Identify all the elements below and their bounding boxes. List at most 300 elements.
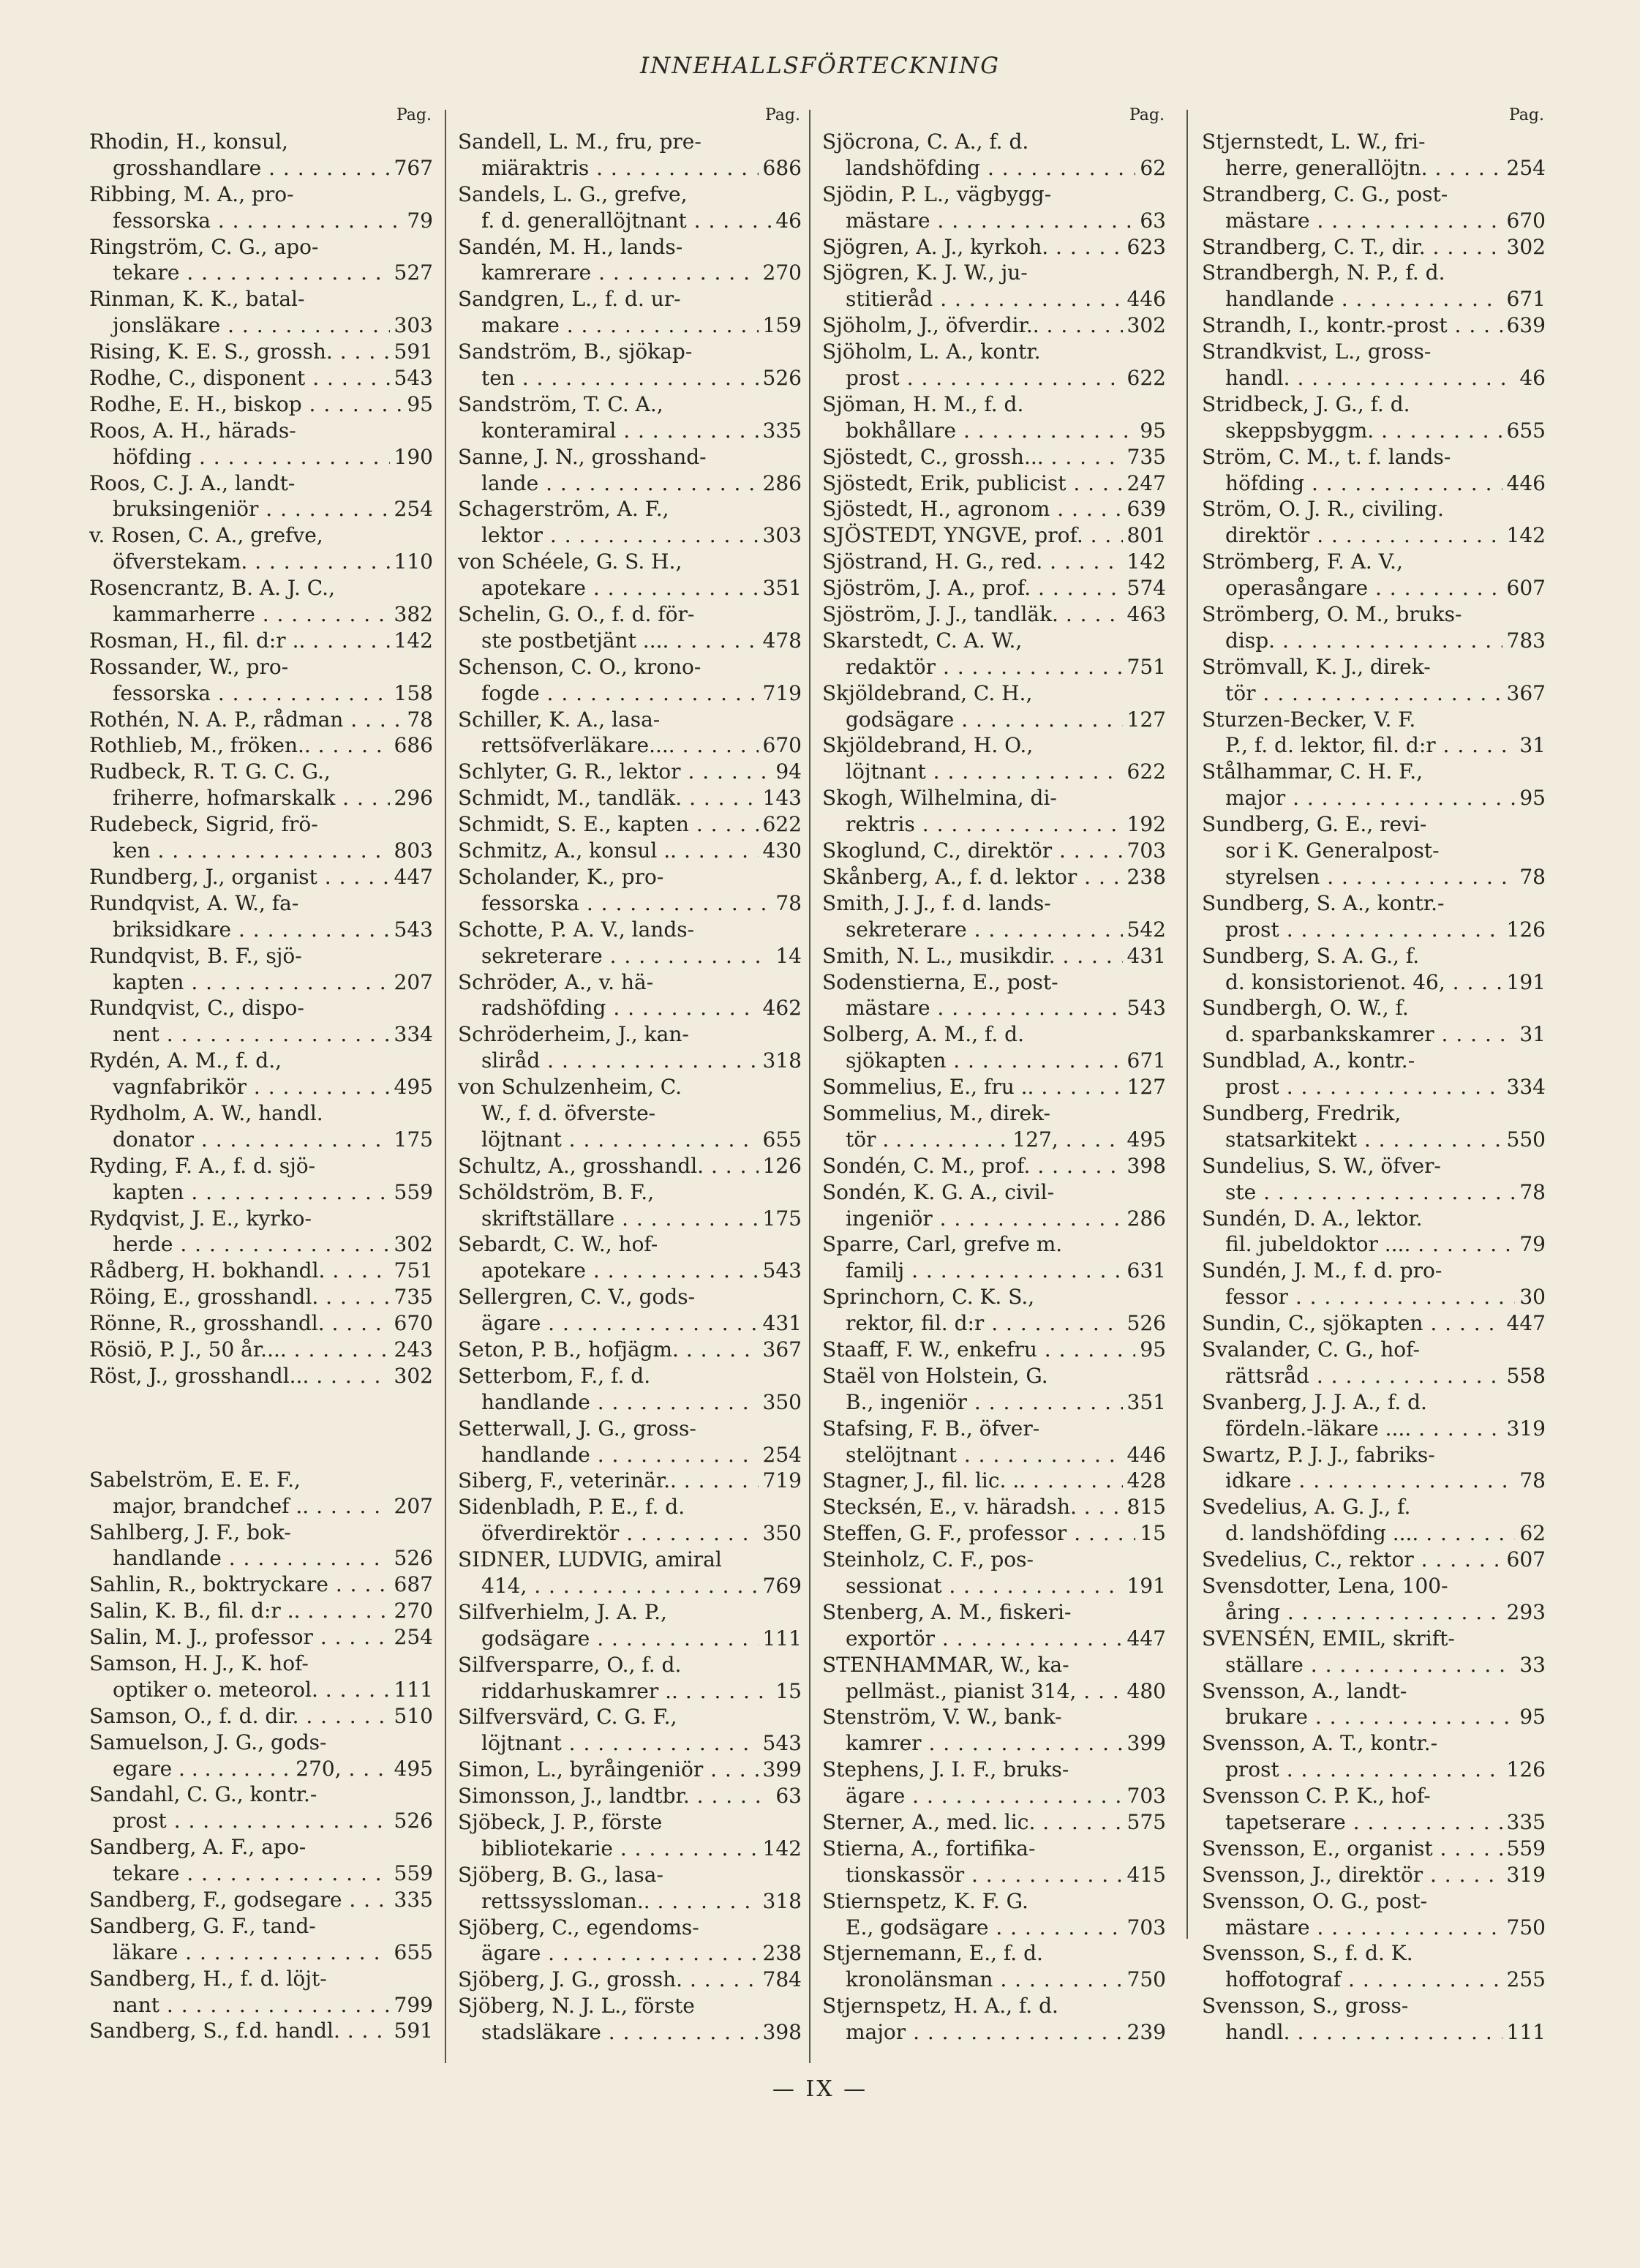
entry-page-number: 95 [1515,1704,1546,1730]
entry-continuation [458,1389,802,1416]
entry-text: sliråd . . . [481,1048,802,1073]
entry-continuation [822,1626,1166,1652]
entry-name [822,1153,1166,1179]
entry-name [822,601,1166,628]
entry-name [822,1468,1166,1494]
entry-page-number: 703 [1123,1783,1166,1809]
entry-text: nent . . . [113,1022,433,1046]
entry-text: Sjöberg, C., egendoms- [458,1915,699,1940]
index-entry [89,1363,433,1389]
entry-text: radshöfding . . . [481,996,802,1020]
index-entry [1202,890,1546,943]
entry-text: konteramiral . . . [481,418,802,443]
entry-page-number: 447 [390,864,433,890]
entry-page-number: 254 [1502,155,1546,181]
entry-name [458,601,802,628]
entry-name [458,811,802,838]
column-rule [445,110,446,2063]
entry-list [822,129,1166,2046]
entry-continuation [89,601,433,628]
entry-continuation [89,260,433,286]
entry-continuation [89,549,433,575]
entry-text: Svensson, E., organist . . . [1202,1836,1546,1860]
entry-page-number: 687 [390,1572,433,1598]
entry-name [458,654,802,680]
entry-continuation [458,628,802,654]
entry-name [89,365,433,391]
index-entry [822,1888,1166,1941]
entry-name [822,838,1166,864]
index-entry [1202,707,1546,759]
index-entry [822,732,1166,785]
entry-text: Rising, K. E. S., grossh. . . . [89,339,433,364]
index-entry [822,601,1166,628]
entry-continuation [89,1231,433,1258]
entry-page-number: 769 [759,1573,802,1599]
index-entry [1202,496,1546,549]
entry-text: mästare . . . [846,996,1166,1020]
index-entry [89,811,433,864]
entry-list [1202,129,1546,2046]
entry-text: mästare . . . [1225,209,1546,233]
entry-page-number: 703 [1123,1915,1166,1941]
index-column-1 [89,102,433,2044]
entry-continuation [1202,732,1546,759]
entry-name [822,312,1166,339]
entry-name [458,1074,802,1100]
entry-continuation [1202,969,1546,996]
entry-continuation [89,969,433,996]
entry-page-number: 175 [390,1127,433,1153]
entry-text: Sjöberg, N. J. L., förste [458,1994,695,2019]
entry-name [89,1467,433,1493]
entry-page-number: 510 [390,1703,433,1730]
index-entry [822,1599,1166,1652]
entry-name [822,1757,1166,1783]
entry-text: rettssyssloman.. . . . [481,1889,802,1913]
entry-name [458,1153,802,1179]
index-column-3 [822,102,1166,2046]
entry-page-number: 575 [1123,1809,1166,1836]
entry-text: Sandels, L. G., grefve, [458,181,688,206]
entry-text: Rundberg, J., organist . . . [89,865,433,889]
index-entry [458,811,802,838]
index-entry [89,1598,433,1624]
index-entry [822,1520,1166,1547]
index-entry [1202,1337,1546,1389]
entry-name [458,1783,802,1809]
entry-text: hoffotograf . . . [1225,1967,1546,1991]
entry-text: prost . . . [1225,917,1546,942]
index-entry [89,1624,433,1651]
index-entry [822,1231,1166,1284]
entry-text: familj . . . [846,1258,1166,1283]
entry-name [822,1599,1166,1626]
entry-text: Sandberg, S., f.d. handl. . . . [89,2019,433,2043]
entry-name [1202,1626,1546,1652]
index-entry [1202,943,1546,996]
entry-text: kammarherre . . . [113,602,433,626]
entry-name [458,1599,802,1626]
entry-text: operasångare . . . [1225,576,1546,600]
entry-name [822,1179,1166,1206]
entry-name [89,1913,433,1940]
entry-page-number: 207 [390,969,433,996]
entry-name [458,707,802,733]
entry-text: Rosman, H., fil. d:r .. . . . [89,628,433,653]
entry-page-number: 543 [390,365,433,391]
entry-continuation [822,917,1166,943]
entry-text: kronolänsman . . . [846,1967,1166,1991]
entry-continuation [89,917,433,943]
entry-name [822,339,1166,365]
entry-continuation [822,1389,1166,1416]
entry-text: Silfversvärd, C. G. F., [458,1705,677,1730]
index-entry [822,522,1166,549]
entry-text: öfverstekam. . . . [113,549,433,574]
entry-text: Sjöbeck, J. P., förste [458,1810,663,1834]
index-entry [822,1363,1166,1416]
entry-text: miäraktris . . . [481,156,802,180]
entry-page-number: 542 [1123,917,1166,943]
index-entry [458,339,802,391]
index-entry [458,1494,802,1547]
entry-page-number: 79 [1515,1231,1546,1258]
entry-name [458,1993,802,2019]
entry-continuation [1202,917,1546,943]
entry-page-number: 398 [759,2019,802,2046]
entry-name [822,1547,1166,1573]
entry-text: Sandström, T. C. A., [458,391,663,416]
entry-name [89,522,433,549]
entry-continuation [458,1888,802,1915]
entry-page-number: 270 [390,1598,433,1624]
entry-text: stelöjtnant . . . [846,1443,1166,1467]
entry-page-number: 111 [759,1626,802,1652]
index-entry [89,1834,433,1887]
section-gap [89,1389,433,1467]
entry-name [1202,1494,1546,1520]
entry-page-number: 159 [759,312,802,339]
entry-text: Schöldström, B. F., [458,1179,655,1204]
entry-name [458,1179,802,1206]
entry-name [822,1337,1166,1363]
index-entry [822,1547,1166,1599]
entry-page-number: 751 [390,1258,433,1284]
entry-text: Salin, M. J., professor . . . [89,1625,433,1649]
entry-continuation [458,1206,802,1232]
index-entry [822,181,1166,234]
entry-page-number: 191 [1123,1573,1166,1599]
entry-page-number: 527 [390,260,433,286]
index-entry [822,1836,1166,1888]
entry-name [458,1363,802,1389]
entry-text: Sabelström, E. E. F., [89,1467,301,1492]
entry-name [1202,1153,1546,1179]
entry-text: Simonsson, J., landtbr. . . . [458,1784,802,1808]
index-entry [458,707,802,759]
entry-name [458,1494,802,1520]
entry-continuation [1202,1231,1546,1258]
entry-page-number: 415 [1123,1862,1166,1888]
entry-text: Ryding, F. A., f. d. sjö- [89,1153,316,1178]
entry-page-number: 526 [390,1808,433,1834]
entry-list [458,129,802,2046]
index-entry [1202,1310,1546,1337]
entry-name [458,759,802,785]
entry-text: P., f. d. lektor, fil. d:r . . . [1225,733,1546,757]
entry-text: riddarhuskamrer .. . . . [481,1679,802,1703]
entry-text: Schotte, P. A. V., lands- [458,917,695,942]
entry-text: löjtnant . . . [846,759,1166,784]
entry-text: Sandgren, L., f. d. ur- [458,287,681,312]
entry-page-number: 622 [1123,365,1166,391]
entry-continuation [89,155,433,181]
entry-page-number: 63 [1135,208,1166,234]
entry-text: Sommelius, E., fru .. . . . [822,1075,1166,1099]
index-entry [822,129,1166,181]
entry-page-number: 750 [1502,1915,1546,1941]
entry-continuation [822,1862,1166,1888]
entry-page-number: 79 [402,208,433,234]
entry-text: löjtnant . . . [481,1731,802,1755]
entry-text: rektris . . . [846,812,1166,836]
entry-text: herde . . . [113,1232,433,1256]
entry-name [89,1284,433,1310]
entry-text: landshöfding . . . [846,156,1166,180]
entry-continuation [458,680,802,707]
entry-page-number: 431 [1123,943,1166,969]
entry-name [1202,759,1546,785]
entry-continuation [89,1545,433,1572]
column-rule [1186,110,1188,1939]
index-entry [458,129,802,181]
entry-page-number: 126 [759,1153,802,1179]
index-entry [1202,1547,1546,1573]
entry-text: pellmäst., pianist 314, . . . [846,1679,1166,1703]
entry-text: Seton, P. B., hofjägm. . . . [458,1337,802,1362]
entry-page-number: 591 [390,2018,433,2044]
entry-page-number: 15 [771,1678,802,1705]
entry-page-number: 142 [759,1836,802,1862]
entry-page-number: 623 [1123,234,1166,260]
index-entry [1202,1730,1546,1783]
entry-continuation [458,418,802,444]
entry-text: Stiernspetz, K. F. G. [822,1888,1028,1913]
index-entry [458,1416,802,1468]
entry-page-number: 335 [390,1887,433,1913]
index-entry [458,1783,802,1809]
entry-page-number: 495 [390,1756,433,1782]
entry-text: Rundqvist, A. W., fa- [89,890,299,915]
entry-text: B., ingeniör . . . [846,1390,1166,1414]
entry-page-number: 622 [1123,759,1166,785]
entry-name [822,522,1166,549]
index-entry [89,1730,433,1782]
entry-text: Simon, L., byråingeniör . . . [458,1757,802,1781]
index-entry [822,1179,1166,1232]
entry-text: Rhodin, H., konsul, [89,129,288,154]
entry-name [89,181,433,208]
entry-text: Ringström, C. G., apo- [89,234,319,259]
index-entry [1202,1100,1546,1153]
entry-text: Strömvall, K. J., direk- [1202,654,1431,679]
entry-name [89,2018,433,2044]
entry-name [89,418,433,444]
entry-name [458,1967,802,1993]
entry-text: nant . . . [113,1993,433,2017]
entry-continuation [89,1127,433,1153]
entry-page-number: 270 [759,260,802,286]
entry-name [1202,654,1546,680]
entry-text: Sundberg, S. A. G., f. [1202,943,1420,968]
entry-page-number: 319 [1502,1416,1546,1442]
entry-text: apotekare . . . [481,576,802,600]
index-entry [822,628,1166,680]
entry-text: prost . . . [113,1809,433,1833]
index-entry [89,1337,433,1363]
entry-name [822,1074,1166,1100]
entry-continuation [1202,1599,1546,1626]
entry-continuation [822,811,1166,838]
entry-text: bruksingeniör . . . [113,497,433,521]
index-entry [822,234,1166,260]
entry-page-number: 286 [1123,1206,1166,1232]
entry-page-number: 543 [759,1258,802,1284]
entry-text: fessor . . . [1225,1285,1546,1309]
index-entry [1202,1442,1546,1495]
entry-text: major . . . [1225,786,1546,810]
index-entry [822,496,1166,522]
entry-name [822,864,1166,890]
entry-text: Sandell, L. M., fru, pre- [458,129,701,154]
entry-name [458,1337,802,1363]
entry-page-number: 478 [759,628,802,654]
entry-continuation [822,995,1166,1021]
entry-page-number: 655 [1502,418,1546,444]
index-entry [89,1467,433,1520]
entry-text: Sundberg, Fredrik, [1202,1100,1402,1125]
entry-continuation [89,1808,433,1834]
entry-text: Svensson, A., landt- [1202,1678,1407,1703]
entry-page-number: 78 [771,890,802,917]
entry-name [1202,1442,1546,1468]
entry-text: fil. jubeldoktor .... . . . [1225,1232,1546,1256]
entry-text: Sturzen-Becker, V. F. [1202,707,1416,732]
index-entry [822,575,1166,601]
entry-text: tör . . . [1225,681,1546,705]
entry-text: prost . . . [1225,1757,1546,1781]
entry-continuation [822,1048,1166,1074]
index-entry [458,1074,802,1153]
entry-page-number: 31 [1515,1021,1546,1048]
entry-text: sor i K. Generalpost- [1225,838,1440,863]
entry-text: prost . . . [1225,1075,1546,1099]
entry-name [458,1284,802,1310]
index-entry [89,1048,433,1100]
index-entry [89,1913,433,1966]
entry-text: lektor . . . [481,523,802,547]
entry-page-number: 591 [390,339,433,365]
entry-page-number: 95 [1135,418,1166,444]
entry-text: Rinman, K. K., batal- [89,287,305,312]
index-entry [1202,1678,1546,1731]
entry-continuation [1202,1652,1546,1678]
entry-name [1202,1100,1546,1127]
index-entry [1202,1153,1546,1206]
entry-page-number: 558 [1502,1363,1546,1389]
entry-name [458,785,802,811]
entry-text: STENHAMMAR, W., ka- [822,1652,1069,1677]
entry-text: Röst, J., grosshandl... . . . [89,1364,433,1388]
entry-name [89,1887,433,1913]
entry-continuation [458,1520,802,1547]
entry-name [822,496,1166,522]
entry-page-number: 78 [1515,1179,1546,1206]
index-entry [458,1652,802,1705]
entry-text: Svensdotter, Lena, 100- [1202,1573,1448,1598]
entry-text: major . . . [846,2020,1166,2044]
entry-page-number: 526 [390,1545,433,1572]
entry-continuation [1202,418,1546,444]
entry-name [458,1809,802,1836]
entry-text: Smith, J. J., f. d. lands- [822,890,1051,915]
entry-page-number: 398 [1123,1153,1166,1179]
entry-text: Stagner, J., fil. lic. .. . . . [822,1468,1166,1492]
entry-page-number: 543 [390,917,433,943]
entry-page-number: 428 [1123,1468,1166,1494]
entry-text: Svensson, O. G., post- [1202,1888,1428,1913]
entry-name [458,1757,802,1783]
entry-text: Röing, E., grosshandl. . . . [89,1285,433,1309]
index-entry [458,838,802,864]
entry-text: tekare . . . [113,1861,433,1885]
page-folio: — IX — [772,2076,868,2102]
entry-text: Skjöldebrand, C. H., [822,680,1033,705]
entry-text: prost . . . [846,366,1166,390]
entry-continuation [89,1992,433,2019]
entry-text: Sjöcrona, C. A., f. d. [822,129,1029,154]
index-entry [89,654,433,707]
entry-page-number: 142 [390,628,433,654]
entry-continuation [1202,680,1546,707]
index-entry [822,1416,1166,1468]
entry-page-number: 335 [1502,1809,1546,1836]
index-entry [822,969,1166,1022]
entry-continuation [458,1678,802,1705]
entry-page-number: 446 [1502,470,1546,497]
entry-text: Schmidt, S. E., kapten . . . [458,812,802,836]
entry-continuation [89,1493,433,1520]
entry-page-number: 126 [1502,1757,1546,1783]
index-entry [458,549,802,601]
index-entry [1202,1258,1546,1310]
entry-text: Sjögren, K. J. W., ju- [822,260,1028,285]
entry-page-number: 335 [759,418,802,444]
entry-page-number: 46 [1515,365,1546,391]
entry-continuation [1202,1363,1546,1389]
entry-name [1202,1783,1546,1809]
entry-text: Rydén, A. M., f. d., [89,1048,282,1073]
entry-name [822,1363,1166,1389]
index-entry [89,1206,433,1258]
entry-text: handlande . . . [1225,287,1546,311]
entry-text: Rydholm, A. W., handl. [89,1100,323,1125]
entry-name [89,1258,433,1284]
entry-name [1202,129,1546,155]
entry-name [89,391,433,418]
entry-text: Strandberg, C. T., dir. . . . [1202,235,1546,259]
